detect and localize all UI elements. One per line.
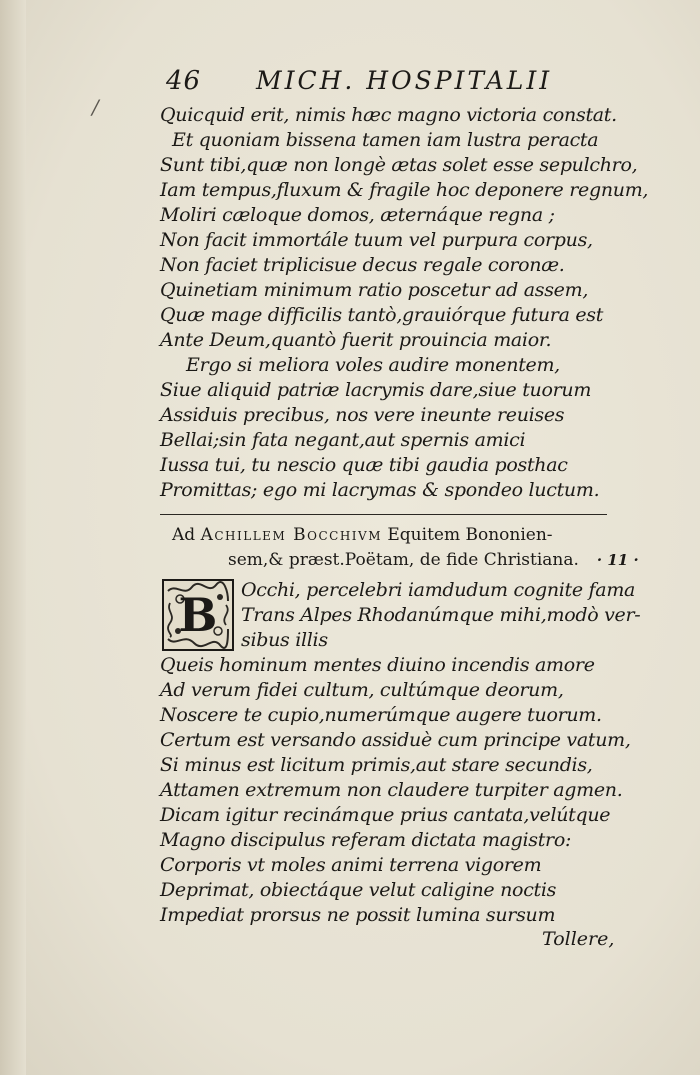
verse-line: Trans Alpes Rhodanúmque mihi,modò ver-: [241, 604, 641, 626]
page-gutter: [0, 0, 26, 1075]
verse-line: Non facit immortále tuum vel purpura corpus,: [160, 229, 593, 251]
drop-cap-ornament-icon: [162, 579, 234, 651]
drop-cap-letter: B: [178, 588, 218, 642]
verse-line: Si minus est licitum primis,aut stare secundis,: [160, 754, 593, 776]
poem-verse-lines: [160, 653, 631, 928]
verse-line: Iussa tui, tu nescio quæ tibi gaudia posthac: [160, 454, 568, 476]
running-title: MICH. HOSPITALII: [256, 66, 553, 95]
verse-line: Assiduis precibus, nos vere ineunte reuises: [160, 404, 565, 426]
verse-line: Iam tempus,fluxum & fragile hoc deponere regnum,: [160, 179, 649, 201]
verse-line: Ad verum fidei cultum, cultúmque deorum,: [160, 679, 564, 701]
verse-line: Magno discipulus referam dictata magistro:: [160, 829, 572, 851]
margin-ink-mark: /: [92, 95, 99, 119]
heading-line2: sem,& præst.Poëtam, de fide Christiana.: [228, 550, 579, 570]
verse-line: Occhi, percelebri iamdudum cognite fama: [241, 579, 636, 601]
verse-line: Promittas; ego mi lacrymas & spondeo luctum.: [160, 479, 600, 501]
verse-line: Dicam igitur recinámque prius cantata,velútque: [160, 804, 611, 826]
verse-line: Bellai;sin fata negant,aut spernis amici: [160, 429, 526, 451]
poem-heading: [172, 523, 639, 573]
heading-line1-suffix: Equitem Bononien-: [381, 525, 553, 545]
verse-line: Noscere te cupio,numerúmque augere tuorum.: [160, 704, 602, 726]
verse-line: Quinetiam minimum ratio poscetur ad assem,: [160, 279, 589, 301]
heading-prefix: Ad: [172, 525, 201, 545]
catchword: Tollere,: [542, 928, 615, 950]
page-number: 46: [166, 66, 202, 96]
verse-line: Ergo si meliora voles audire monentem,: [186, 354, 560, 376]
verse-line: Attamen extremum non claudere turpiter agmen.: [160, 779, 623, 801]
running-header: [160, 66, 580, 100]
verse-line: Non faciet triplicisue decus regale coronæ.: [160, 254, 565, 276]
verse-line: Siue aliquid patriæ lacrymis dare,siue tuorum: [160, 379, 592, 401]
heading-addressee: Achillem Bocchivm: [200, 525, 382, 545]
poem-verse-lines: [160, 103, 648, 503]
verse-line: Certum est versando assiduè cum principe vatum,: [160, 729, 631, 751]
verse-line: Impediat prorsus ne possit lumina sursum: [160, 904, 556, 926]
verse-line: Moliri cæloque domos, æternáque regna ;: [160, 204, 555, 226]
verse-line: Quæ mage difficilis tantò,grauiórque futura est: [160, 304, 604, 326]
marginal-number: · 11 ·: [596, 551, 639, 569]
verse-line: Ante Deum,quantò fuerit prouincia maior.: [160, 329, 552, 351]
section-divider: [160, 514, 607, 515]
verse-line: Queis hominum mentes diuino incendis amore: [160, 654, 595, 676]
decorated-initial: [162, 579, 234, 651]
verse-line: Et quoniam bissena tamen iam lustra peracta: [172, 129, 599, 151]
verse-line: Quicquid erit, nimis hæc magno victoria constat.: [160, 104, 617, 126]
opening-lines: [241, 578, 640, 653]
verse-line: Deprimat, obiectáque velut caligine noctis: [160, 879, 557, 901]
verse-line: Corporis vt moles animi terrena vigorem: [160, 854, 542, 876]
verse-line: Sunt tibi,quæ non longè ætas solet esse sepulchro,: [160, 154, 638, 176]
verse-line: sibus illis: [241, 629, 328, 651]
